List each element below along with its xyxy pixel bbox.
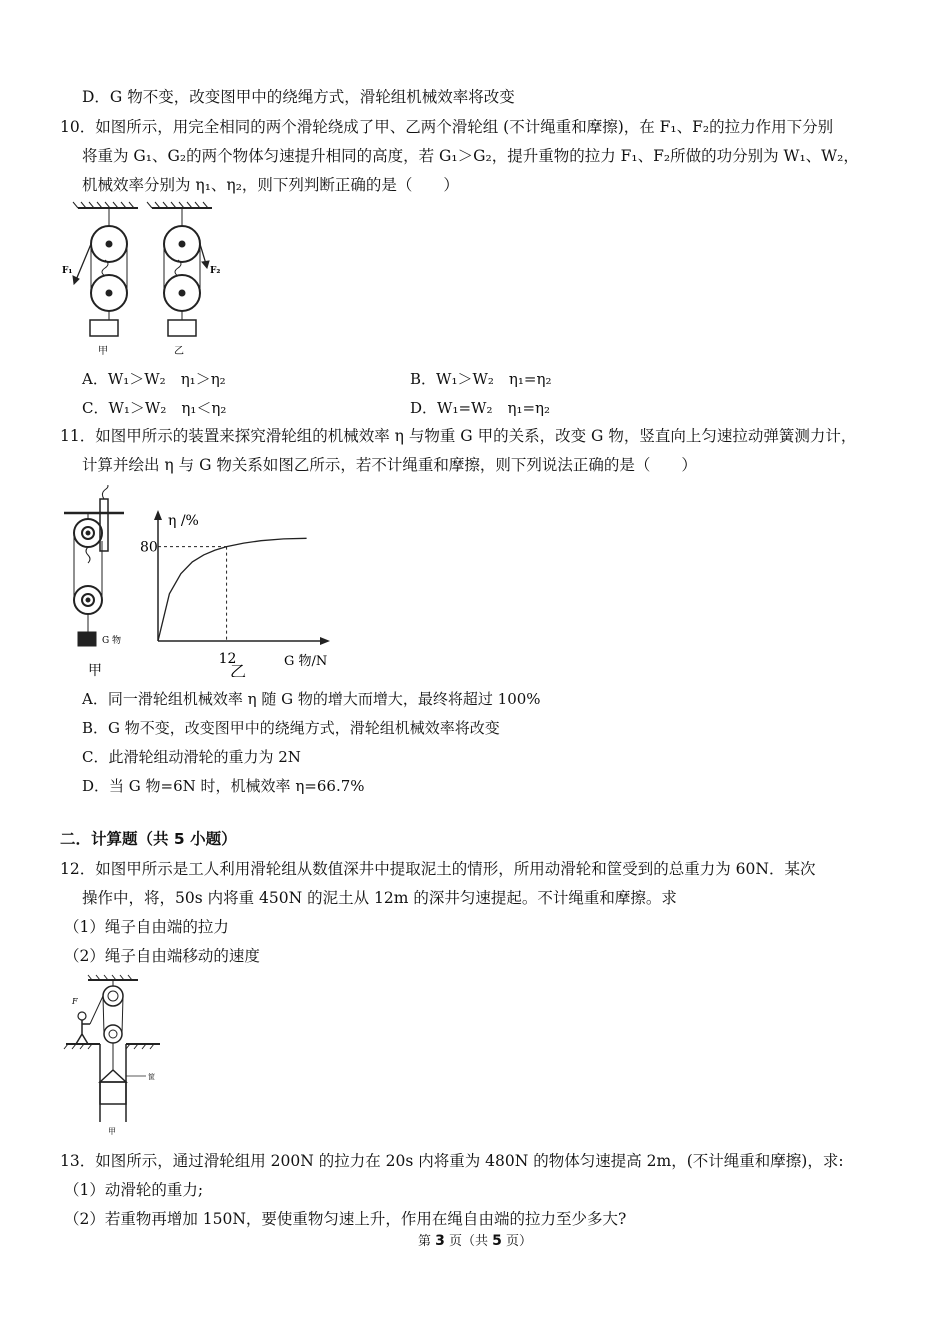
q12-label-caption: 甲 [108,1127,116,1136]
footer-suffix: 页） [506,1234,533,1249]
ceiling-left [73,202,138,208]
ceiling-right [147,202,212,208]
q13-stem-line1: 13．如图所示，通过滑轮组用 200N 的拉力在 20s 内将重为 480N 的物体匀速提高 2m，(不计绳重和摩擦)，求: [60,1152,844,1170]
q10-label-left: 甲 [98,346,108,357]
q12-label-basket: 筐 [148,1073,155,1081]
footer-prefix: 第 [417,1234,431,1249]
q11-option-b[interactable]: B．G 物不变，改变图甲中的绕绳方式，滑轮组机械效率将改变 [82,719,500,737]
q10-pulley-figure [60,198,230,360]
footer-page-number: 3 [435,1233,445,1249]
chart-y-tick-80: 80 [140,539,158,556]
y-axis-arrow [154,510,162,520]
efficiency-curve [158,538,307,641]
well-drawing [64,975,160,1122]
page-footer [0,1230,950,1249]
q11-label-weight: G 物 [102,636,122,646]
pulley-group-right [164,208,209,336]
footer-total-pages: 5 [492,1233,502,1249]
chart-x-tick-12: 12 [218,651,237,667]
q11-apparatus-figure [58,485,130,680]
q12-sub1: （1）绳子自由端的拉力 [64,918,229,936]
q12-well-figure [58,972,168,1137]
q13-sub2: （2）若重物再增加 150N，要使重物匀速上升，作用在绳自由端的拉力至少多大? [64,1210,627,1228]
footer-middle: 页（共 [448,1234,488,1249]
q11-stem-line2: 计算并绘出 η 与 G 物关系如图乙所示，若不计绳重和摩擦，则下列说法正确的是（ ） [82,456,697,474]
q10-option-d[interactable]: D．W₁=W₂ η₁=η₂ [410,399,551,417]
q10-option-c[interactable]: C．W₁＞W₂ η₁＜η₂ [82,399,227,417]
q11-stem-line1: 11．如图甲所示的装置来探究滑轮组的机械效率 η 与物重 G 甲的关系，改变 G 物，竖直向上匀速拉动弹簧测力计， [60,427,857,445]
q10-label-f2: F₂ [210,266,221,276]
chart-x-label: G 物/N [284,654,328,669]
q10-option-b[interactable]: B．W₁＞W₂ η₁=η₂ [410,370,552,388]
q12-label-f: F [72,997,78,1006]
q10-label-right: 乙 [174,346,184,357]
pulley-group-left [73,208,127,336]
q12-stem-line2: 操作中，将，50s 内将重 450N 的泥土从 12m 的深井匀速提起。不计绳重和摩擦。求 [82,889,677,907]
q9-option-d: D．G 物不变，改变图甲中的绕绳方式，滑轮组机械效率将改变 [82,88,515,106]
q11-efficiency-chart [138,505,338,677]
q13-sub1: （1）动滑轮的重力; [64,1181,204,1199]
chart-y-label: η /% [168,513,199,529]
q12-sub2: （2）绳子自由端移动的速度 [64,947,260,965]
q11-label-right: 乙 [230,662,247,677]
q11-option-d[interactable]: D．当 G 物=6N 时，机械效率 η=66.7% [82,777,365,795]
q10-option-a[interactable]: A．W₁＞W₂ η₁＞η₂ [82,370,226,388]
q10-stem-line3: 机械效率分别为 η₁、η₂，则下列判断正确的是（ ） [82,176,459,194]
q11-label-left: 甲 [88,663,102,679]
section-heading: 二．计算题（共 5 小题） [60,830,237,848]
q11-option-a[interactable]: A．同一滑轮组机械效率 η 随 G 物的增大而增大，最终将超过 100% [82,690,541,708]
apparatus-drawing [64,485,124,646]
q10-label-f1: F₁ [62,266,73,276]
q10-stem-line2: 将重为 G₁、G₂的两个物体匀速提升相同的高度，若 G₁＞G₂，提升重物的拉力 F₁、F₂所做的功分别为 W₁、W₂， [82,147,859,165]
q12-stem-line1: 12．如图甲所示是工人利用滑轮组从数值深井中提取泥土的情形，所用动滑轮和筐受到的总重力为 60N．某次 [60,860,816,878]
q11-option-c[interactable]: C．此滑轮组动滑轮的重力为 2N [82,748,301,766]
x-axis-arrow [320,637,330,645]
q10-stem-line1: 10．如图所示，用完全相同的两个滑轮绕成了甲、乙两个滑轮组 (不计绳重和摩擦)，在 F₁、F₂的拉力作用下分别 [60,118,834,136]
